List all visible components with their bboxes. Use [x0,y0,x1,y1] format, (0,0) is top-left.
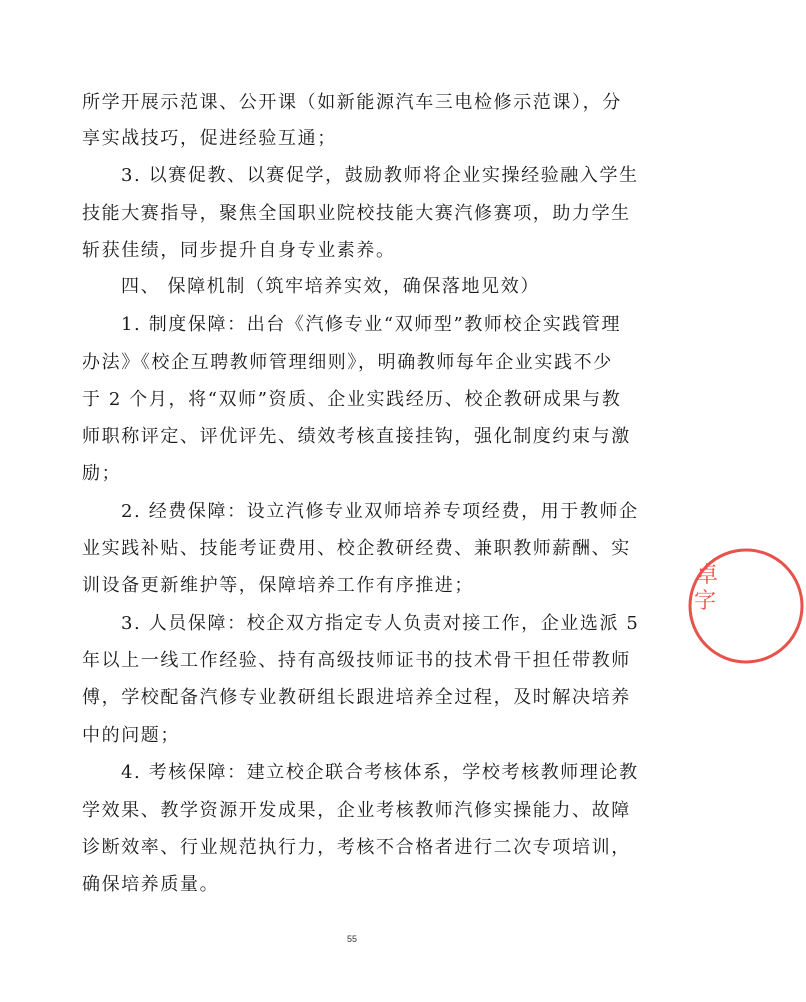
body-text-line: 2. 经费保障：设立汽修专业双师培养专项经费，用于教师企 [121,501,639,522]
body-text-line: 享实战技巧，促进经验互通； [82,128,337,149]
body-text-line: 诊断效率、行业规范执行力，考核不合格者进行二次专项培训， [82,837,631,858]
body-text-line: 斩获佳绩，同步提升自身专业素养。 [82,240,396,261]
body-text-line: 1. 制度保障：出台《汽修专业“双师型”教师校企实践管理 [121,314,622,335]
body-text-line: 4. 考核保障：建立校企联合考核体系，学校考核教师理论教 [121,762,639,783]
body-text-line: 训设备更新维护等，保障培养工作有序推进； [82,575,474,596]
body-text-line: 年以上一线工作经验、持有高级技师证书的技术骨干担任带教师 [82,650,631,671]
section-heading: 四、 保障机制（筑牢培养实效，确保落地见效） [121,276,540,297]
seal-glyph: 字 [694,589,717,614]
body-text-line: 师职称评定、评优评先、绩效考核直接挂钩，强化制度约束与激 [82,426,631,447]
body-text-line: 办法》《校企互聘教师管理细则》，明确教师每年企业实践不少 [82,352,613,373]
body-text-line: 所学开展示范课、公开课（如新能源汽车三电检修示范课），分 [82,92,622,113]
body-text-line: 技能大赛指导，聚焦全国职业院校技能大赛汽修赛项，助力学生 [82,203,631,224]
body-text-line: 3. 人员保障：校企双方指定专人负责对接工作，企业选派 5 [121,613,640,634]
page-number: 55 [346,934,357,944]
body-text-line: 于 2 个月，将“双师”资质、企业实践经历、校企教研成果与教 [82,389,622,410]
body-text-line: 傅，学校配备汽修专业教研组长跟进培养全过程，及时解决培养 [82,687,631,708]
body-text-line: 确保培养质量。 [82,874,220,895]
body-text-line: 业实践补贴、技能考证费用、校企教研经费、兼职教师薪酬、实 [82,538,631,559]
seal-glyph: 卓 [696,563,719,588]
body-text-line: 中的问题； [82,725,180,746]
body-text-line: 3. 以赛促教、以赛促学，鼓励教师将企业实操经验融入学生 [121,165,639,186]
body-text-line: 励； [82,463,122,484]
body-text-line: 学效果、教学资源开发成果，企业考核教师汽修实操能力、故障 [82,800,631,821]
official-seal [686,546,806,666]
